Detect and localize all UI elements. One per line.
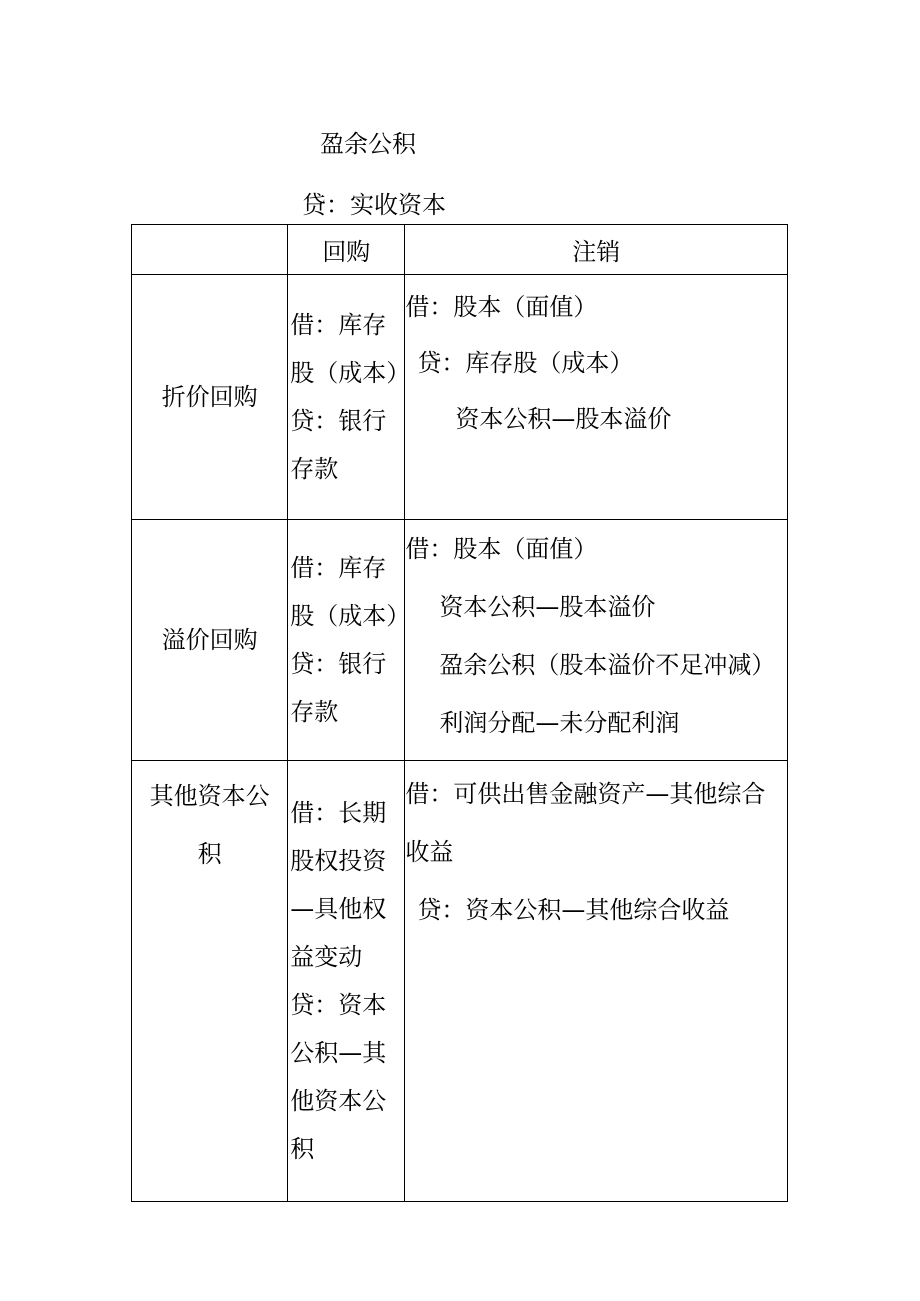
cancel-entry-line: 贷：资本公积—其他综合收益 [417, 896, 730, 924]
cancel-entry-line: 借：股本（面值） [405, 535, 598, 563]
row-type-cell: 折价回购 [132, 275, 288, 520]
cancel-entry-line: 资本公积—股本溢价 [439, 593, 656, 621]
cancel-entry-line: 盈余公积（股本溢价不足冲减） [439, 651, 776, 679]
cancel-entry-line: 贷：库存股（成本） [417, 349, 634, 377]
buyback-entry-text: 借：库存股（成本）贷：银行存款 [290, 554, 399, 726]
header-cell-blank [132, 225, 288, 275]
heading-line-surplus-reserve: 盈余公积 [320, 130, 416, 158]
heading-line-credit-paid-in-capital: 贷：实收资本 [302, 191, 446, 219]
header-cell-cancel: 注销 [405, 225, 788, 275]
row-type-cell: 溢价回购 [132, 520, 288, 761]
row-type-cell [132, 761, 288, 1202]
cancel-entry-cell [405, 520, 788, 761]
cancel-entry-line: 利润分配—未分配利润 [439, 709, 680, 737]
table-row [132, 275, 788, 520]
buyback-entry-cell [288, 275, 405, 520]
cancel-entry-line: 借：股本（面值） [405, 293, 598, 321]
table-row [132, 761, 788, 1202]
buyback-entry-cell [288, 520, 405, 761]
table-header-row [132, 225, 788, 275]
cancel-entry-cell [405, 275, 788, 520]
header-cell-buyback: 回购 [288, 225, 405, 275]
journal-entries-table [131, 224, 788, 1202]
cancel-entry-cell [405, 761, 788, 1202]
buyback-entry-text: 借：库存股（成本）贷：银行存款 [290, 311, 399, 483]
row-type-text: 其他资本公积 [149, 782, 270, 868]
buyback-entry-cell [288, 761, 405, 1202]
buyback-entry-text: 借：长期股权投资—具他权益变动贷：资本公积—其他资本公积 [290, 799, 387, 1163]
table-row [132, 520, 788, 761]
cancel-entry-line: 借：可供出售金融资产—其他综合收益 [405, 780, 766, 866]
cancel-entry-line: 资本公积—股本溢价 [455, 405, 672, 433]
